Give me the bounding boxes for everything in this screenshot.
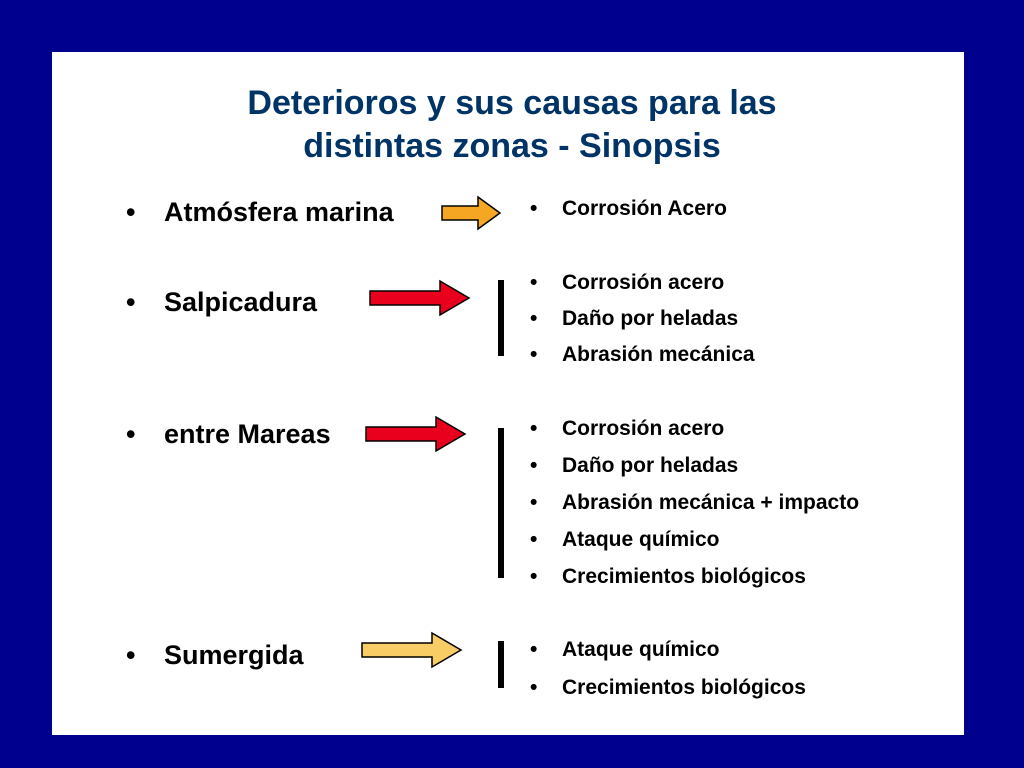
- effect-item: • Daño por heladas: [528, 454, 859, 491]
- zone-entre-mareas: [126, 418, 331, 450]
- zone-sumergida: [126, 639, 304, 671]
- bullet-icon: •: [126, 197, 136, 227]
- zone-label: Salpicadura: [164, 287, 318, 317]
- effect-item: • Ataque químico: [528, 638, 806, 676]
- zone-label: Atmósfera marina: [164, 197, 394, 227]
- effect-item: • Abrasión mecánica + impacto: [528, 491, 859, 528]
- zone-label: entre Mareas: [164, 419, 331, 449]
- bullet-icon: •: [126, 640, 136, 670]
- bullet-icon: •: [126, 419, 136, 449]
- zone-atmosfera-marina: [126, 196, 394, 228]
- slide-title-line-1: Deterioros y sus causas para las: [247, 84, 777, 122]
- arrow-right-icon: [368, 279, 472, 317]
- zone-salpicadura: [126, 286, 317, 318]
- zone-arrow-shape: [362, 633, 461, 667]
- effects-list-sumergida: [528, 638, 806, 714]
- arrow-right-icon: [360, 631, 464, 669]
- bracket-divider: [498, 641, 504, 688]
- zone-arrow-shape: [366, 417, 465, 451]
- arrow-right-icon: [364, 415, 468, 453]
- effect-item: • Abrasión mecánica: [528, 343, 755, 379]
- effect-item: • Corrosión acero: [528, 417, 859, 454]
- effect-item: • Daño por heladas: [528, 307, 755, 343]
- effect-item: • Ataque químico: [528, 528, 859, 565]
- slide-title-line-2: distintas zonas - Sinopsis: [303, 127, 721, 165]
- effect-item: • Crecimientos biológicos: [528, 676, 806, 714]
- effects-list-salpicadura: [528, 271, 755, 379]
- effect-item: • Corrosión acero: [528, 271, 755, 307]
- slide-title: [0, 82, 1024, 168]
- effect-item: • Crecimientos biológicos: [528, 565, 859, 602]
- zone-arrow-shape: [442, 197, 500, 229]
- arrow-right-icon: [440, 194, 504, 232]
- zone-label: Sumergida: [164, 640, 304, 670]
- zone-arrow-shape: [370, 281, 469, 315]
- effect-item: • Corrosión Acero: [528, 197, 727, 225]
- bracket-divider: [498, 428, 504, 578]
- effects-list-atmosfera-marina: [528, 197, 727, 225]
- bullet-icon: •: [126, 287, 136, 317]
- effects-list-entre-mareas: [528, 417, 859, 602]
- bracket-divider: [498, 280, 504, 356]
